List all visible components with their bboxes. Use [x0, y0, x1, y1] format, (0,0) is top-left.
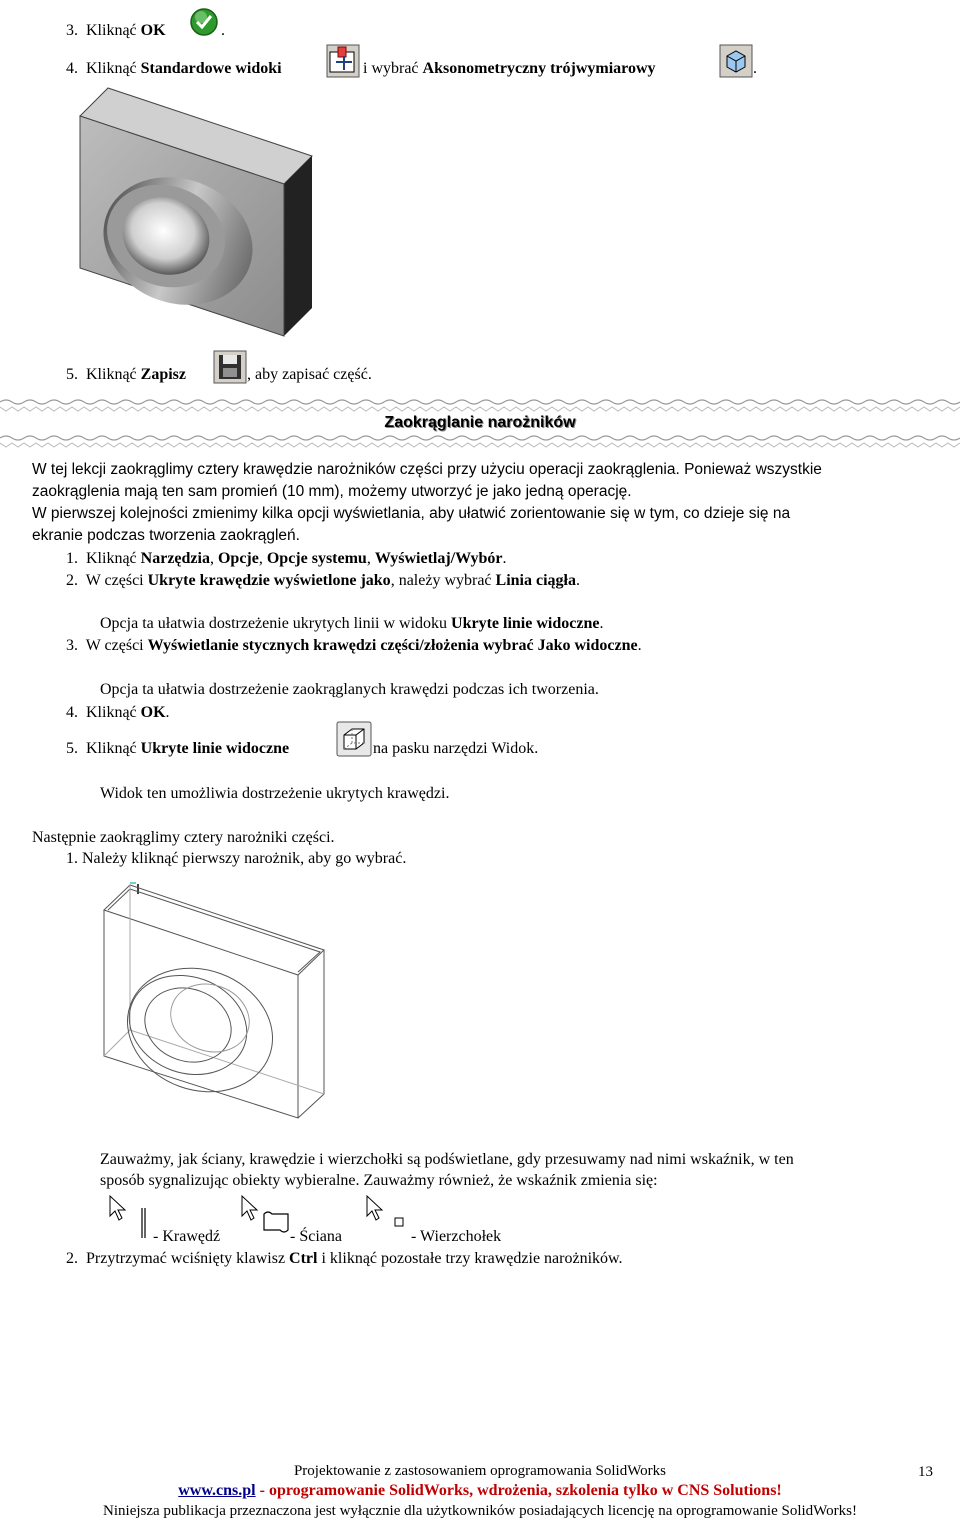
- intro-p1-line1: W tej lekcji zaokrąglimy cztery krawędzie narożników części przy użyciu operacji zaokrąglenia. Ponieważ wszystkie: [32, 461, 822, 478]
- page-number: 13: [918, 1464, 933, 1480]
- footer-promo-line: [0, 1482, 960, 1500]
- intro-p1-line2: zaokrąglenia mają ten sam promień (10 mm), możemy utworzyć je jako jedną operację.: [32, 483, 632, 500]
- step-1-mid: 1. Kliknąć Narzędzia, Opcje, Opcje systemu, Wyświetlaj/Wybór.: [66, 550, 507, 567]
- step-2-note: Opcja ta ułatwia dostrzeżenie ukrytych linii w widoku Ukryte linie widoczne.: [100, 615, 604, 632]
- step-3-top: 3. Kliknąć OK: [66, 22, 166, 39]
- section-title: Zaokrąglanie narożników: [384, 414, 576, 431]
- notice-line1: Zauważmy, jak ściany, krawędzie i wierzchołki są podświetlane, gdy przesuwamy nad nimi wskaźnik, w ten: [100, 1151, 794, 1168]
- step-5-note: Widok ten umożliwia dostrzeżenie ukrytych krawędzi.: [100, 785, 450, 802]
- edge-cursor-label: - Krawędź: [153, 1228, 221, 1245]
- isometric-view-icon: [719, 44, 753, 78]
- step-4-period: .: [753, 60, 757, 77]
- intro-p2-line2: ekranie podczas tworzenia zaokrągleń.: [32, 527, 300, 544]
- notice-line2: sposób sygnalizując obiekty wybieralne. Zauważmy również, że wskaźnik zmienia się:: [100, 1172, 658, 1189]
- edge-cursor-icon: [108, 1194, 150, 1240]
- step-4-top-a: 4. Kliknąć Standardowe widoki: [66, 60, 282, 77]
- standard-views-icon: [326, 44, 360, 78]
- step-4-top-b: i wybrać Aksonometryczny trójwymiarowy: [363, 60, 656, 77]
- footer-title: Projektowanie z zastosowaniem oprogramowania SolidWorks: [293, 1463, 667, 1479]
- footer-promo: - oprogramowanie SolidWorks, wdrożenia, szkolenia tylko w CNS Solutions!: [255, 1482, 782, 1499]
- step-last: 2. Przytrzymać wciśnięty klawisz Ctrl i kliknąć pozostałe trzy krawędzie narożników.: [66, 1250, 623, 1267]
- vertex-cursor-icon: [365, 1194, 409, 1240]
- cns-link[interactable]: www.cns.pl: [178, 1482, 256, 1499]
- intro-p2-line1: W pierwszej kolejności zmienimy kilka opcji wyświetlania, aby ułatwić zorientowanie się w tym, co dzieje się na: [32, 505, 791, 522]
- step-5-mid-b: na pasku narzędzi Widok.: [373, 740, 539, 757]
- next-step-1: 1. Należy kliknąć pierwszy narożnik, aby go wybrać.: [66, 850, 407, 867]
- save-disk-icon: [213, 350, 247, 384]
- face-cursor-label: - Ściana: [290, 1228, 342, 1245]
- wireframe-part-image: [100, 880, 330, 1120]
- shaded-part-image: [78, 86, 314, 338]
- step-5-mid-a: 5. Kliknąć Ukryte linie widoczne: [66, 740, 290, 757]
- next-intro-line: Następnie zaokrąglimy cztery narożniki części.: [32, 829, 335, 846]
- step-4-mid: 4. Kliknąć OK.: [66, 704, 170, 721]
- step-5-top-b: , aby zapisać część.: [247, 366, 372, 383]
- hidden-lines-visible-icon: [336, 721, 372, 757]
- step-3-period: .: [221, 22, 225, 39]
- vertex-cursor-label: - Wierzchołek: [411, 1228, 502, 1245]
- ok-check-icon: [188, 7, 220, 37]
- step-2-mid: 2. W części Ukryte krawędzie wyświetlone jako, należy wybrać Linia ciągła.: [66, 572, 580, 589]
- step-5-top-a: 5. Kliknąć Zapisz: [66, 366, 186, 383]
- footer-license: Niniejsza publikacja przeznaczona jest wyłącznie dla użytkowników posiadających licencję na oprogramowanie SolidWorks!: [103, 1503, 857, 1519]
- step-3-note: Opcja ta ułatwia dostrzeżenie zaokrąglanych krawędzi podczas ich tworzenia.: [100, 681, 599, 698]
- step-3-mid: 3. W części Wyświetlanie stycznych krawędzi części/złożenia wybrać Jako widoczne.: [66, 637, 642, 654]
- face-cursor-icon: [240, 1194, 292, 1240]
